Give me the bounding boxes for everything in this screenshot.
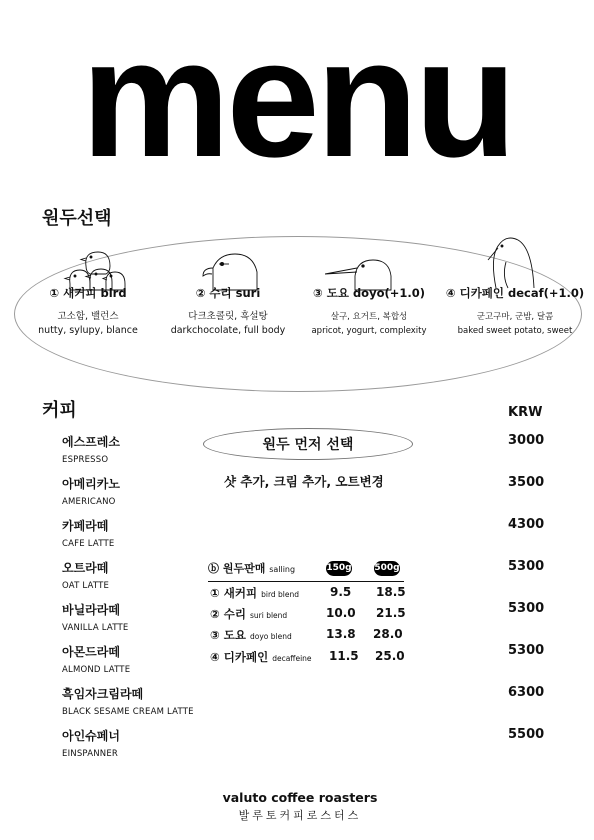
item-name-ko: 아인슈페너 [62, 729, 120, 743]
item-name-en: ALMOND LATTE [62, 665, 131, 675]
bean-sale-row: ② 수리 suri blend [210, 607, 288, 621]
menu-item-espresso [62, 433, 120, 465]
options-note: 샷 추가, 크림 추가, 오트변경 [224, 474, 384, 489]
item-name-en: AMERICANO [62, 497, 116, 507]
bean-name: ② 수리 suri [195, 286, 261, 300]
brand-name-ko: 발루토커피로스터스 [238, 809, 362, 822]
bean-first-badge [203, 428, 413, 460]
bean-sale-row: ③ 도요 doyo blend [210, 628, 292, 642]
item-price: 4300 [508, 517, 545, 532]
price-150g: 10.0 [326, 606, 356, 620]
bean-item-decaf [440, 285, 590, 338]
menu-item-einspanner [62, 727, 120, 759]
bean-notes: 고소함, 밸런스 nutty, sylupy, blance [38, 311, 138, 336]
price-150g: 11.5 [329, 649, 359, 663]
item-price: 5300 [508, 643, 545, 658]
bean-notes: 다크초콜릿, 흑설탕 darkchocolate, full body [170, 311, 286, 336]
item-name-ko: 아몬드라떼 [62, 645, 120, 659]
item-price: 5300 [508, 601, 545, 616]
bean-sale-divider [208, 581, 404, 582]
item-name-en: OAT LATTE [62, 581, 110, 591]
menu-item-cafe-latte [62, 517, 114, 549]
bean-first-text: 원두 먼저 선택 [262, 437, 354, 453]
price-500g: 25.0 [375, 649, 405, 663]
price-150g: 9.5 [330, 585, 352, 599]
bean-notes: 군고구마, 군밤, 달콤 baked sweet potato, sweet [457, 312, 573, 336]
item-price: 6300 [508, 685, 545, 700]
item-name-en: CAFE LATTE [62, 539, 115, 549]
currency-label: KRW [508, 405, 543, 420]
price-150g: 13.8 [326, 627, 356, 641]
item-name-ko: 카페라떼 [62, 519, 109, 533]
bean-sale-row: ① 새커피 bird blend [210, 586, 300, 600]
menu-item-vanilla-latte [62, 601, 128, 633]
item-name-ko: 아메리카노 [62, 477, 120, 491]
bean-item-doyo [299, 285, 439, 338]
price-500g: 28.0 [373, 627, 403, 641]
item-price: 3500 [508, 475, 545, 490]
item-price: 5500 [508, 727, 545, 742]
item-name-ko: 흑임자크림라떼 [62, 687, 144, 701]
item-name-en: BLACK SESAME CREAM LATTE [62, 707, 194, 717]
item-name-en: VANILLA LATTE [62, 623, 129, 633]
bean-item-suri [158, 285, 298, 338]
item-name-en: EINSPANNER [62, 749, 119, 759]
item-price: 5300 [508, 559, 545, 574]
menu-item-almond-latte [62, 643, 130, 675]
bean-item-bird [18, 285, 158, 338]
bean-sale-row: ④ 디카페인 decaffeine [210, 650, 312, 664]
menu-item-black-sesame-cream-latte [62, 685, 194, 717]
bean-notes: 살구, 요거트, 복합성 apricot, yogurt, complexity [311, 312, 427, 336]
size-150g-badge: 150g [326, 561, 352, 576]
menu-title: menu [80, 4, 514, 192]
menu-item-oat-latte [62, 559, 109, 591]
item-name-ko: 바닐라라떼 [62, 603, 120, 617]
bean-name: ① 새커피 bird [49, 286, 127, 300]
item-name-ko: 오트라떼 [62, 561, 109, 575]
bean-sale-title: ⓑ 원두판매 salling [208, 562, 296, 575]
item-name-en: ESPRESSO [62, 455, 109, 465]
item-name-ko: 에스프레소 [62, 435, 120, 449]
price-500g: 21.5 [376, 606, 406, 620]
coffee-section-title: 커피 [42, 400, 77, 421]
bean-name: ③ 도요 doyo(+1.0) [312, 286, 425, 300]
menu-item-americano [62, 475, 120, 507]
brand-name-en: valuto coffee roasters [222, 790, 378, 805]
item-price: 3000 [508, 433, 545, 448]
price-500g: 18.5 [376, 585, 406, 599]
bean-selection-title: 원두선택 [42, 208, 112, 229]
bean-name: ④ 디카페인 decaf(+1.0) [445, 286, 585, 300]
size-500g-badge: 500g [374, 561, 400, 576]
